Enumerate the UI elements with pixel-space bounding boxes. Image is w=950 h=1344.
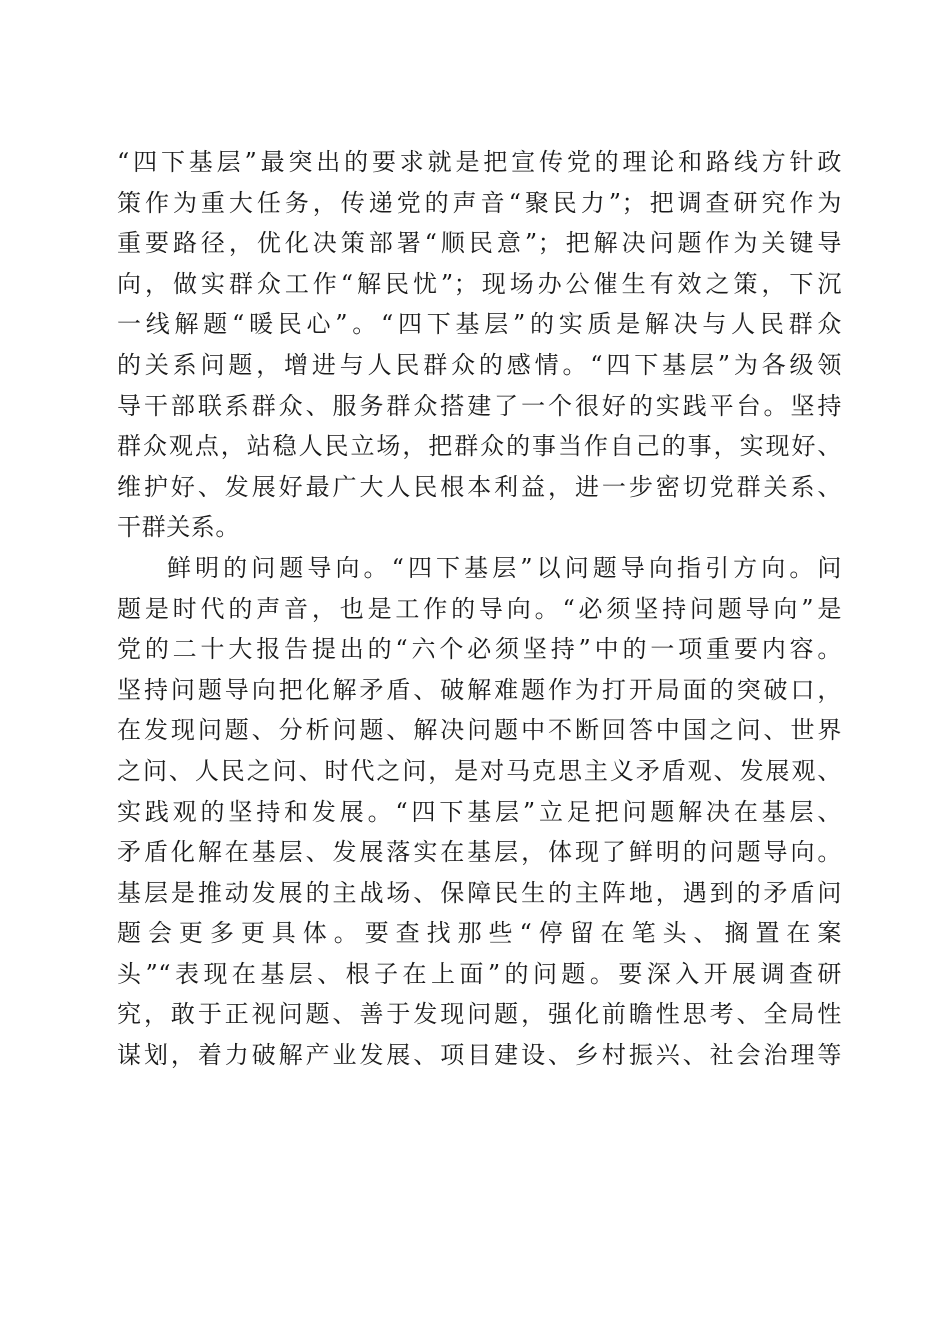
text-line: 党的二十大报告提出的“六个必须坚持”中的一项重要内容。 [117,635,842,664]
text-line: 在发现问题、分析问题、解决问题中不断回答中国之问、世界 [117,716,842,745]
text-line: 矛盾化解在基层、发展落实在基层，体现了鲜明的问题导向。 [117,838,842,867]
text-line: 策作为重大任务，传递党的声音“聚民力”；把调查研究作为 [117,188,842,217]
text-line: 干群关系。 [117,513,240,542]
text-line: 维护好、发展好最广大人民根本利益，进一步密切党群关系、 [117,472,842,501]
text-line: 谋划，着力破解产业发展、项目建设、乡村振兴、社会治理等 [117,1041,842,1070]
text-line: 的关系问题，增进与人民群众的感情。“四下基层”为各级领 [117,350,842,379]
text-line: 实践观的坚持和发展。“四下基层”立足把问题解决在基层、 [117,797,842,826]
paragraph-first-line: 鲜明的问题导向。“四下基层”以问题导向指引方向。问 [167,553,842,582]
text-line: 题会更多更具体。要查找那些“停留在笔头、搁置在案 [117,919,842,948]
text-line: “四下基层”最突出的要求就是把宣传党的理论和路线方针政 [117,148,842,176]
text-line: 头”“表现在基层、根子在上面”的问题。要深入开展调查研 [117,959,842,988]
text-line: 基层是推动发展的主战场、保障民生的主阵地，遇到的矛盾问 [117,878,842,907]
text-line: 群众观点，站稳人民立场，把群众的事当作自己的事，实现好、 [117,432,842,461]
text-line: 题是时代的声音，也是工作的导向。“必须坚持问题导向”是 [117,594,842,623]
body-text [117,142,842,1076]
text-line: 重要路径，优化决策部署“顺民意”；把解决问题作为关键导 [117,229,842,258]
text-line: 一线解题“暖民心”。“四下基层”的实质是解决与人民群众 [117,310,842,339]
text-line: 导干部联系群众、服务群众搭建了一个很好的实践平台。坚持 [117,391,842,420]
text-line: 之问、人民之问、时代之问，是对马克思主义矛盾观、发展观、 [117,756,842,785]
text-line: 究，敢于正视问题、善于发现问题，强化前瞻性思考、全局性 [117,1000,842,1029]
text-line: 向，做实群众工作“解民忧”；现场办公催生有效之策，下沉 [117,269,842,298]
text-line: 坚持问题导向把化解矛盾、破解难题作为打开局面的突破口， [117,675,842,704]
